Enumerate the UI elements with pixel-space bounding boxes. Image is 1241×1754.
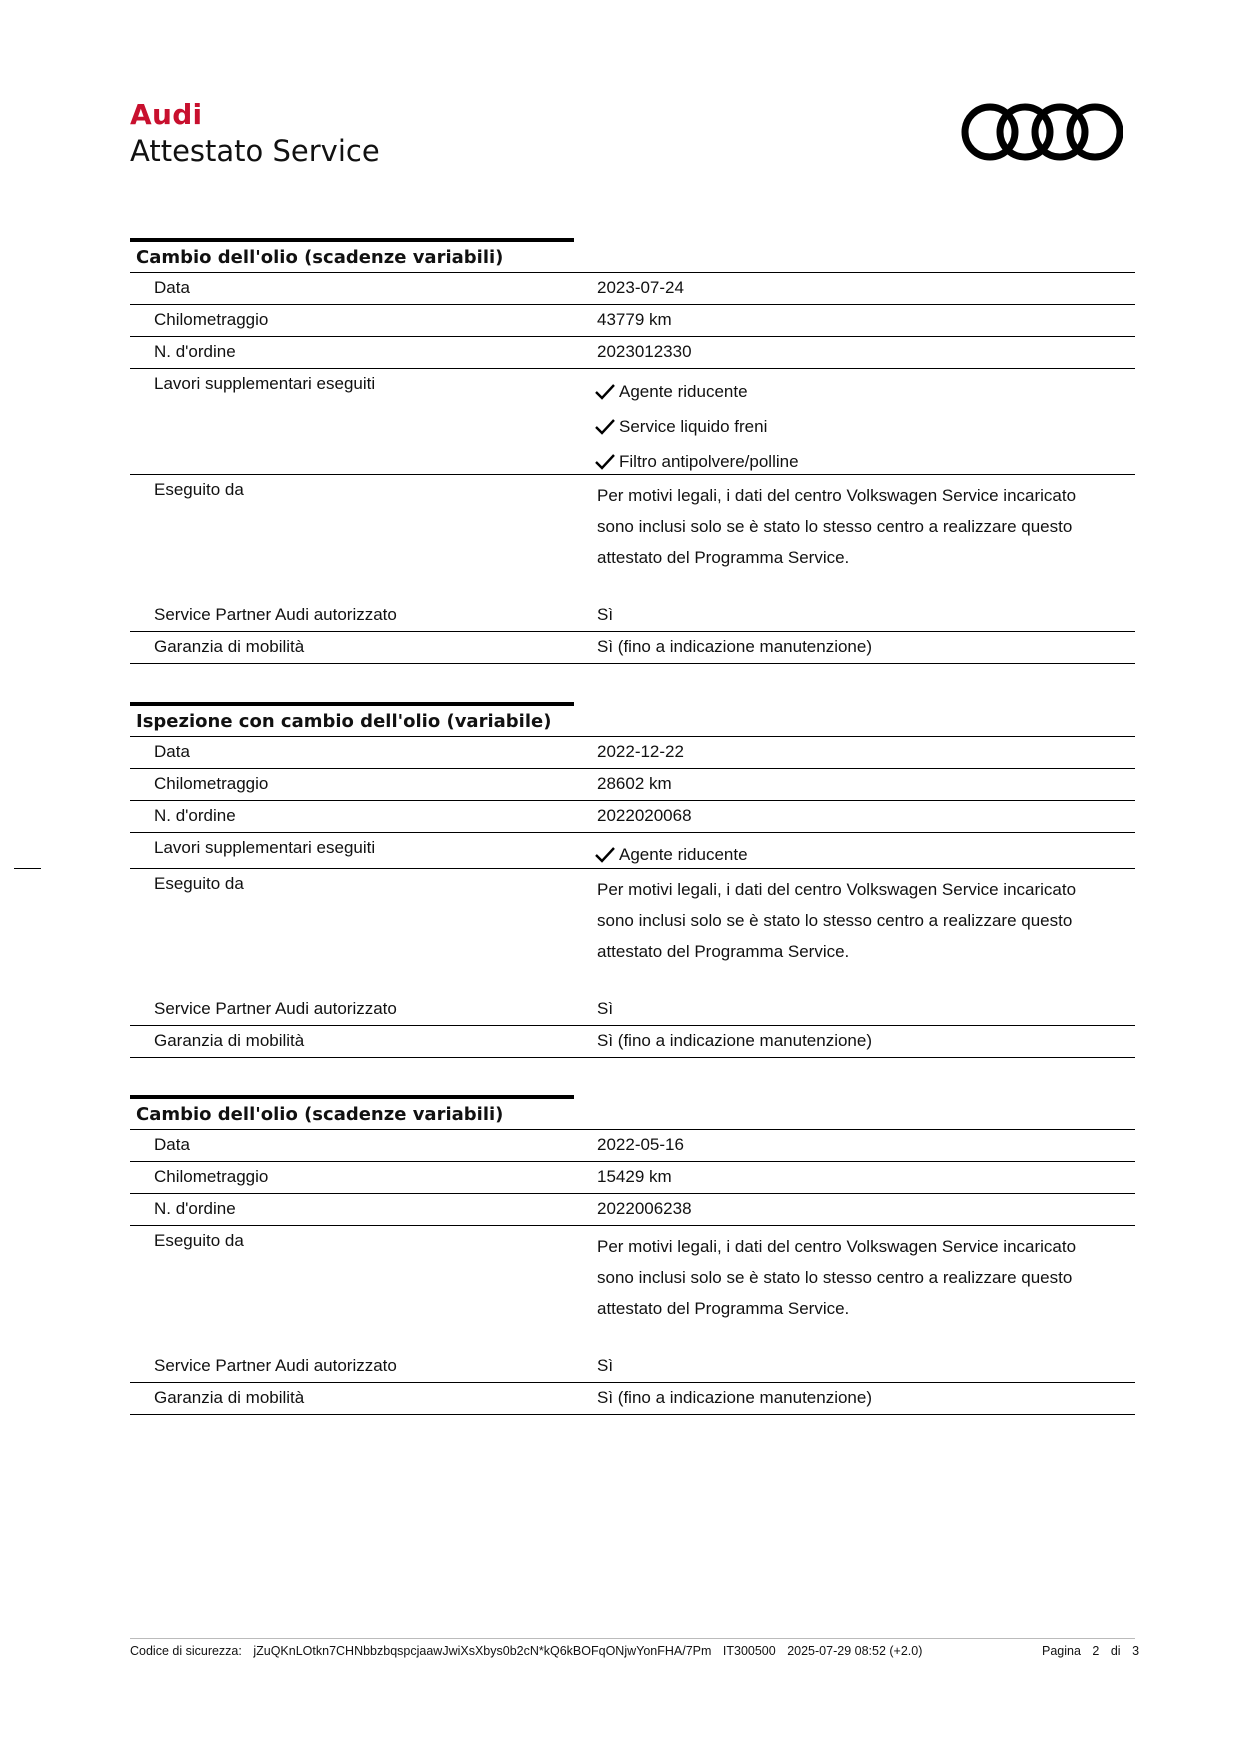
- label-date: Data: [154, 1135, 190, 1154]
- value-order-no: 2023012330: [597, 342, 692, 361]
- row-mobility-warranty: [130, 1383, 1135, 1415]
- audi-rings-logo: [961, 102, 1123, 162]
- label-mobility-warranty: Garanzia di mobilità: [154, 1031, 305, 1050]
- checkmark-icon: [594, 417, 616, 437]
- value-date: 2022-05-16: [597, 1135, 684, 1154]
- extra-work-list: [594, 834, 748, 872]
- section-title: Ispezione con cambio dell'olio (variabile): [130, 706, 1135, 737]
- list-item: [594, 444, 799, 479]
- label-order-no: N. d'ordine: [154, 1199, 236, 1218]
- timestamp: 2025-07-29 08:52 (+2.0): [787, 1644, 923, 1658]
- checkmark-icon: [594, 452, 616, 472]
- performed-by-line: Per motivi legali, i dati del centro Volkswagen Service incaricato: [597, 486, 1077, 505]
- value-mileage: 28602 km: [597, 774, 672, 793]
- extra-work-item: Agente riducente: [619, 381, 748, 401]
- performed-by-line: attestato del Programma Service.: [597, 548, 850, 567]
- extra-work-item: Service liquido freni: [619, 416, 768, 436]
- extra-work-item: Filtro antipolvere/polline: [619, 451, 799, 471]
- service-section-3: [130, 1095, 1135, 1415]
- label-extra-work: Lavori supplementari eseguiti: [154, 374, 376, 393]
- value-authorized-partner: Sì: [597, 1356, 614, 1375]
- value-date: 2023-07-24: [597, 278, 684, 297]
- page-indicator: [1042, 1644, 1139, 1658]
- row-mileage: [130, 769, 1135, 801]
- row-mileage: [130, 1162, 1135, 1194]
- checkmark-icon: [594, 382, 616, 402]
- row-date: [130, 273, 1135, 305]
- value-mobility-warranty: Sì (fino a indicazione manutenzione): [597, 637, 872, 656]
- performed-by-line: attestato del Programma Service.: [597, 1299, 850, 1318]
- performed-by-line: Per motivi legali, i dati del centro Volkswagen Service incaricato: [597, 880, 1077, 899]
- fold-mark: [14, 868, 41, 869]
- section-title: Cambio dell'olio (scadenze variabili): [130, 1099, 1135, 1130]
- label-authorized-partner: Service Partner Audi autorizzato: [154, 999, 397, 1018]
- performed-by-line: Per motivi legali, i dati del centro Volkswagen Service incaricato: [597, 1237, 1077, 1256]
- list-item: [594, 837, 748, 872]
- performed-by-line: sono inclusi solo se è stato lo stesso centro a realizzare questo: [597, 1268, 1073, 1287]
- value-authorized-partner: Sì: [597, 999, 614, 1018]
- service-section-1: [130, 238, 1135, 664]
- label-authorized-partner: Service Partner Audi autorizzato: [154, 605, 397, 624]
- footer-divider: [130, 1638, 1135, 1639]
- section-title: Cambio dell'olio (scadenze variabili): [130, 242, 1135, 273]
- row-mobility-warranty: [130, 1026, 1135, 1058]
- value-order-no: 2022020068: [597, 806, 692, 825]
- security-code: jZuQKnLOtkn7CHNbbzbqspcjaawJwiXsXbys0b2cN*kQ6kBOFqONjwYonFHA/7Pm: [253, 1644, 712, 1658]
- value-authorized-partner: Sì: [597, 605, 614, 624]
- label-mileage: Chilometraggio: [154, 1167, 269, 1186]
- list-item: [594, 374, 799, 409]
- label-mobility-warranty: Garanzia di mobilità: [154, 1388, 305, 1407]
- performed-by-line: attestato del Programma Service.: [597, 942, 850, 961]
- label-order-no: N. d'ordine: [154, 342, 236, 361]
- value-mobility-warranty: Sì (fino a indicazione manutenzione): [597, 1388, 872, 1407]
- row-extra-work: [130, 369, 1135, 475]
- page-total: 3: [1132, 1644, 1140, 1658]
- value-mileage: 43779 km: [597, 310, 672, 329]
- row-date: [130, 1130, 1135, 1162]
- row-order-no: [130, 801, 1135, 833]
- performed-by-text: [597, 480, 1117, 573]
- value-mobility-warranty: Sì (fino a indicazione manutenzione): [597, 1031, 872, 1050]
- label-order-no: N. d'ordine: [154, 806, 236, 825]
- label-date: Data: [154, 742, 190, 761]
- label-performed-by: Eseguito da: [154, 874, 244, 893]
- label-date: Data: [154, 278, 190, 297]
- performed-by-line: sono inclusi solo se è stato lo stesso centro a realizzare questo: [597, 517, 1073, 536]
- extra-work-list: [594, 371, 799, 479]
- list-item: [594, 409, 799, 444]
- checkmark-icon: [594, 845, 616, 865]
- label-mileage: Chilometraggio: [154, 310, 269, 329]
- label-extra-work: Lavori supplementari eseguiti: [154, 838, 376, 857]
- row-mobility-warranty: [130, 632, 1135, 664]
- value-mileage: 15429 km: [597, 1167, 672, 1186]
- row-order-no: [130, 337, 1135, 369]
- label-mobility-warranty: Garanzia di mobilità: [154, 637, 305, 656]
- page-label: Pagina: [1042, 1644, 1081, 1658]
- performed-by-text: [597, 1231, 1117, 1324]
- row-order-no: [130, 1194, 1135, 1226]
- footer-security-info: [130, 1644, 930, 1658]
- brand-name: Audi: [130, 98, 203, 131]
- row-performed-by: [130, 1226, 1135, 1383]
- label-mileage: Chilometraggio: [154, 774, 269, 793]
- extra-work-item: Agente riducente: [619, 844, 748, 864]
- label-performed-by: Eseguito da: [154, 1231, 244, 1250]
- document-title: Attestato Service: [130, 134, 380, 168]
- row-extra-work: [130, 833, 1135, 869]
- station-code: IT300500: [722, 1644, 776, 1658]
- value-date: 2022-12-22: [597, 742, 684, 761]
- service-section-2: [130, 702, 1135, 1058]
- label-performed-by: Eseguito da: [154, 480, 244, 499]
- page-current: 2: [1092, 1644, 1100, 1658]
- row-date: [130, 737, 1135, 769]
- row-performed-by: [130, 869, 1135, 1026]
- label-authorized-partner: Service Partner Audi autorizzato: [154, 1356, 397, 1375]
- row-mileage: [130, 305, 1135, 337]
- value-order-no: 2022006238: [597, 1199, 692, 1218]
- performed-by-line: sono inclusi solo se è stato lo stesso centro a realizzare questo: [597, 911, 1073, 930]
- performed-by-text: [597, 874, 1117, 967]
- row-performed-by: [130, 475, 1135, 632]
- security-code-label: Codice di sicurezza:: [130, 1644, 242, 1658]
- page-of: di: [1110, 1644, 1121, 1658]
